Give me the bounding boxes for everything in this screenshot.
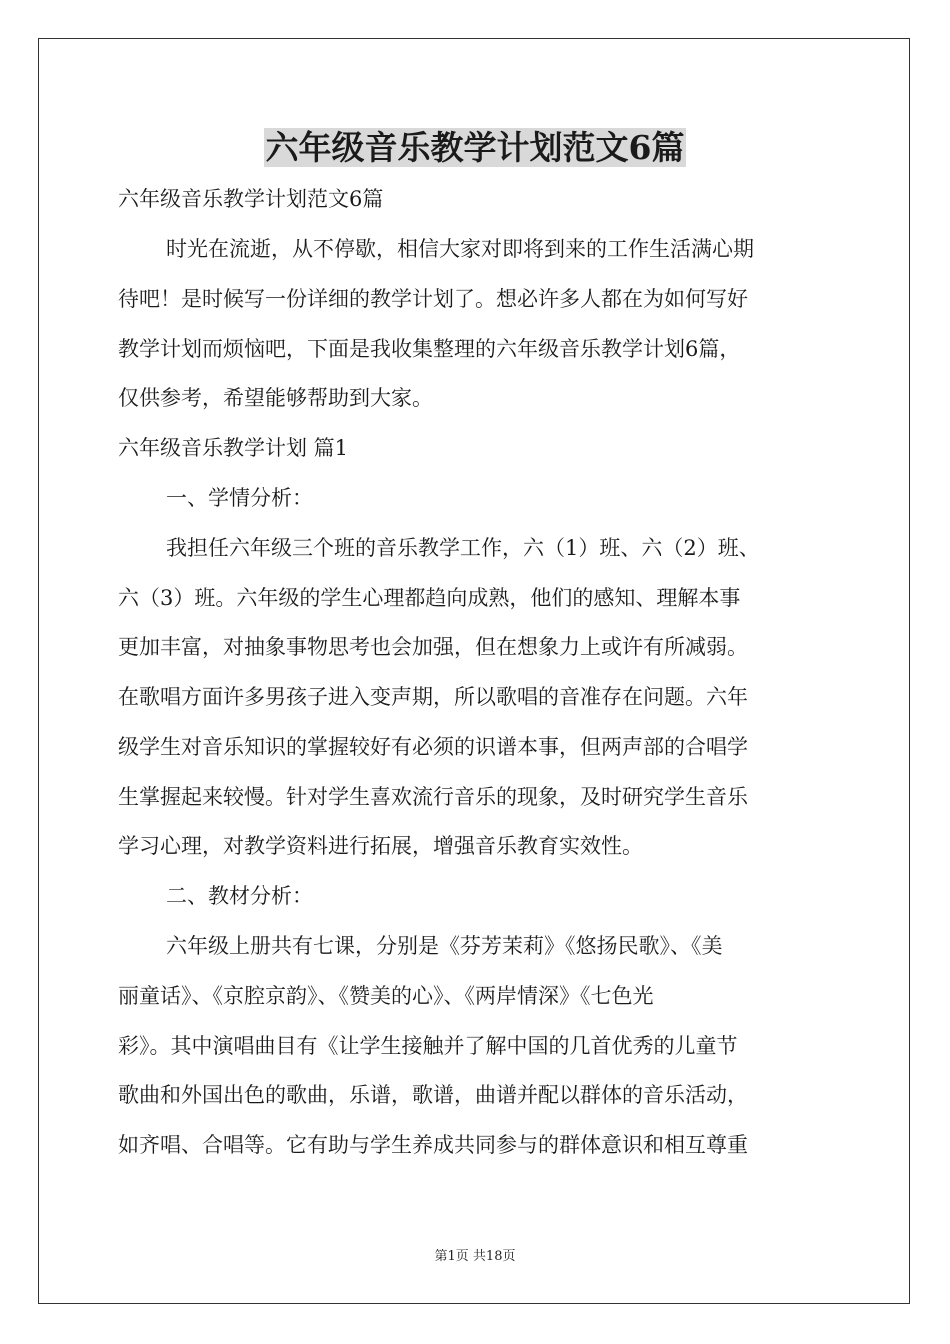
paragraph-line: 我担任六年级三个班的音乐教学工作，六（1）班、六（2）班、	[166, 536, 760, 560]
paragraph-line: 如齐唱、合唱等。它有助与学生养成共同参与的群体意识和相互尊重	[118, 1133, 748, 1157]
paragraph-line: 时光在流逝，从不停歇，相信大家对即将到来的工作生活满心期	[166, 237, 754, 261]
paragraph-line: 更加丰富，对抽象事物思考也会加强，但在想象力上或许有所减弱。	[118, 635, 748, 659]
paragraph-line: 六（3）班。六年级的学生心理都趋向成熟，他们的感知、理解本事	[118, 586, 741, 610]
paragraph-line: 歌曲和外国出色的歌曲，乐谱，歌谱，曲谱并配以群体的音乐活动，	[118, 1083, 748, 1107]
document-title	[0, 126, 950, 170]
section-heading: 六年级音乐教学计划 篇1	[118, 436, 349, 460]
paragraph-line: 在歌唱方面许多男孩子进入变声期，所以歌唱的音准存在问题。六年	[118, 685, 748, 709]
paragraph-line: 丽童话》、《京腔京韵》、《赞美的心》、《两岸情深》《七色光	[118, 984, 654, 1008]
subtitle-line: 六年级音乐教学计划范文6篇	[118, 187, 384, 211]
paragraph-line: 待吧！是时候写一份详细的教学计划了。想必许多人都在为如何写好	[118, 287, 748, 311]
paragraph-line: 级学生对音乐知识的掌握较好有必须的识谱本事，但两声部的合唱学	[118, 735, 748, 759]
paragraph-line: 教学计划而烦恼吧，下面是我收集整理的六年级音乐教学计划6篇，	[118, 337, 741, 361]
paragraph-line: 仅供参考，希望能够帮助到大家。	[118, 386, 433, 410]
subsection-heading: 二、教材分析：	[166, 884, 313, 908]
paragraph-line: 学习心理，对教学资料进行拓展，增强音乐教育实效性。	[118, 834, 643, 858]
subsection-heading: 一、学情分析：	[166, 486, 313, 510]
page-footer: 第1页 共18页	[434, 1249, 516, 1264]
document-title-text: 六年级音乐教学计划范文6篇	[265, 128, 685, 167]
paragraph-line: 生掌握起来较慢。针对学生喜欢流行音乐的现象，及时研究学生音乐	[118, 785, 748, 809]
page-border	[38, 38, 910, 1304]
paragraph-line: 彩》。其中演唱曲目有《让学生接触并了解中国的几首优秀的儿童节	[118, 1034, 738, 1058]
paragraph-line: 六年级上册共有七课，分别是《芬芳茉莉》《悠扬民歌》、《美	[166, 934, 723, 958]
